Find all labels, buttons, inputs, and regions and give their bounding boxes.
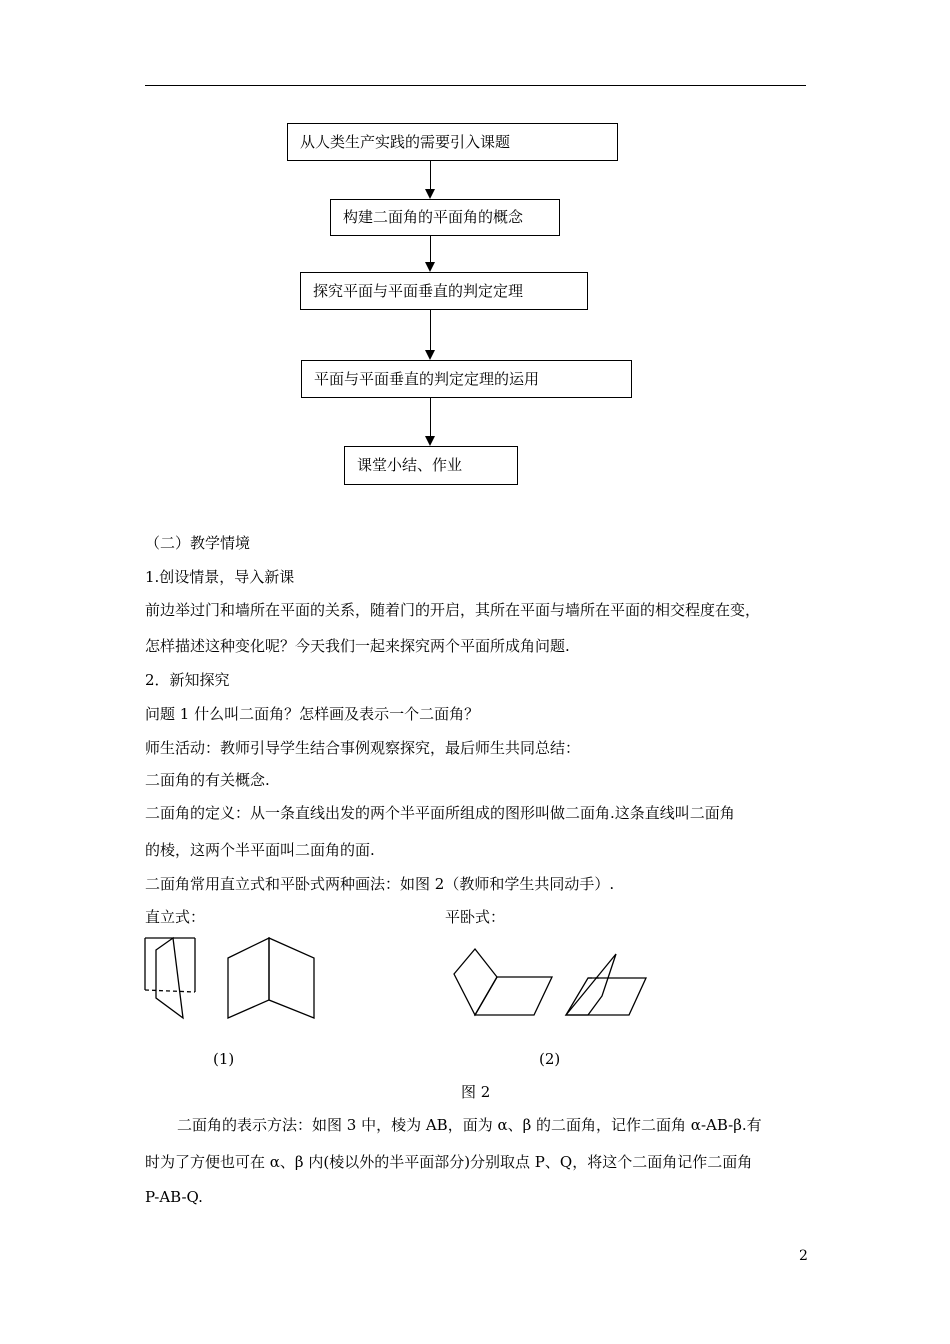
flow-step-5-label: 课堂小结、作业 [357, 456, 463, 474]
flow-step-5 [344, 446, 518, 485]
section-heading: （二）教学情境 [145, 534, 251, 552]
item2-heading: 2．新知探究 [145, 671, 230, 689]
sub-caption-1: (1) [213, 1050, 235, 1068]
flow-step-4-label: 平面与平面垂直的判定定理的运用 [314, 369, 540, 388]
flow-step-2 [330, 199, 560, 236]
concept-heading: 二面角的有关概念. [145, 771, 270, 789]
label-flat: 平卧式： [445, 908, 506, 926]
flow-step-1-label: 从人类生产实践的需要引入课题 [300, 132, 511, 151]
flow-step-3-label: 探究平面与平面垂直的判定定理 [313, 281, 524, 300]
flow-step-4 [301, 360, 632, 398]
notation-line-3: P-AB-Q. [145, 1188, 203, 1206]
upright-dihedral-2 [224, 932, 322, 1022]
flat-dihedral-2 [560, 946, 650, 1020]
question-1: 问题 1 什么叫二面角？怎样画及表示一个二面角？ [145, 705, 480, 723]
item1-heading: 1.创设情景，导入新课 [145, 568, 295, 586]
notation-line-1: 二面角的表示方法：如图 3 中，棱为 AB，面为 α、β 的二面角，记作二面角 α-AB-β.有 [177, 1116, 762, 1134]
label-upright: 直立式： [145, 908, 206, 926]
definition-line-2: 的棱，这两个半平面叫二面角的面. [145, 841, 375, 859]
page-number: 2 [799, 1248, 808, 1264]
drawing-methods: 二面角常用直立式和平卧式两种画法：如图 2（教师和学生共同动手）. [145, 875, 615, 893]
header-rule [145, 85, 806, 86]
definition-line-1: 二面角的定义：从一条直线出发的两个半平面所组成的图形叫做二面角.这条直线叫二面角 [145, 804, 735, 822]
notation-line-2: 时为了方便也可在 α、β 内(棱以外的半平面部分)分别取点 P、Q，将这个二面角记作二面角 [145, 1153, 753, 1171]
paragraph-1-line-1: 前边举过门和墙所在平面的关系，随着门的开启，其所在平面与墙所在平面的相交程度在变， [145, 601, 761, 619]
upright-dihedral-1 [138, 930, 204, 1022]
paragraph-1-line-2: 怎样描述这种变化呢？今天我们一起来探究两个平面所成角问题. [145, 637, 570, 655]
flat-dihedral-1 [446, 944, 556, 1018]
figure-caption: 图 2 [461, 1083, 491, 1101]
flow-step-2-label: 构建二面角的平面角的概念 [343, 208, 524, 226]
flow-step-3 [300, 272, 588, 310]
flow-step-1 [287, 123, 618, 161]
sub-caption-2: (2) [539, 1050, 561, 1068]
teacher-student-activity: 师生活动：教师引导学生结合事例观察探究，最后师生共同总结： [145, 739, 581, 757]
